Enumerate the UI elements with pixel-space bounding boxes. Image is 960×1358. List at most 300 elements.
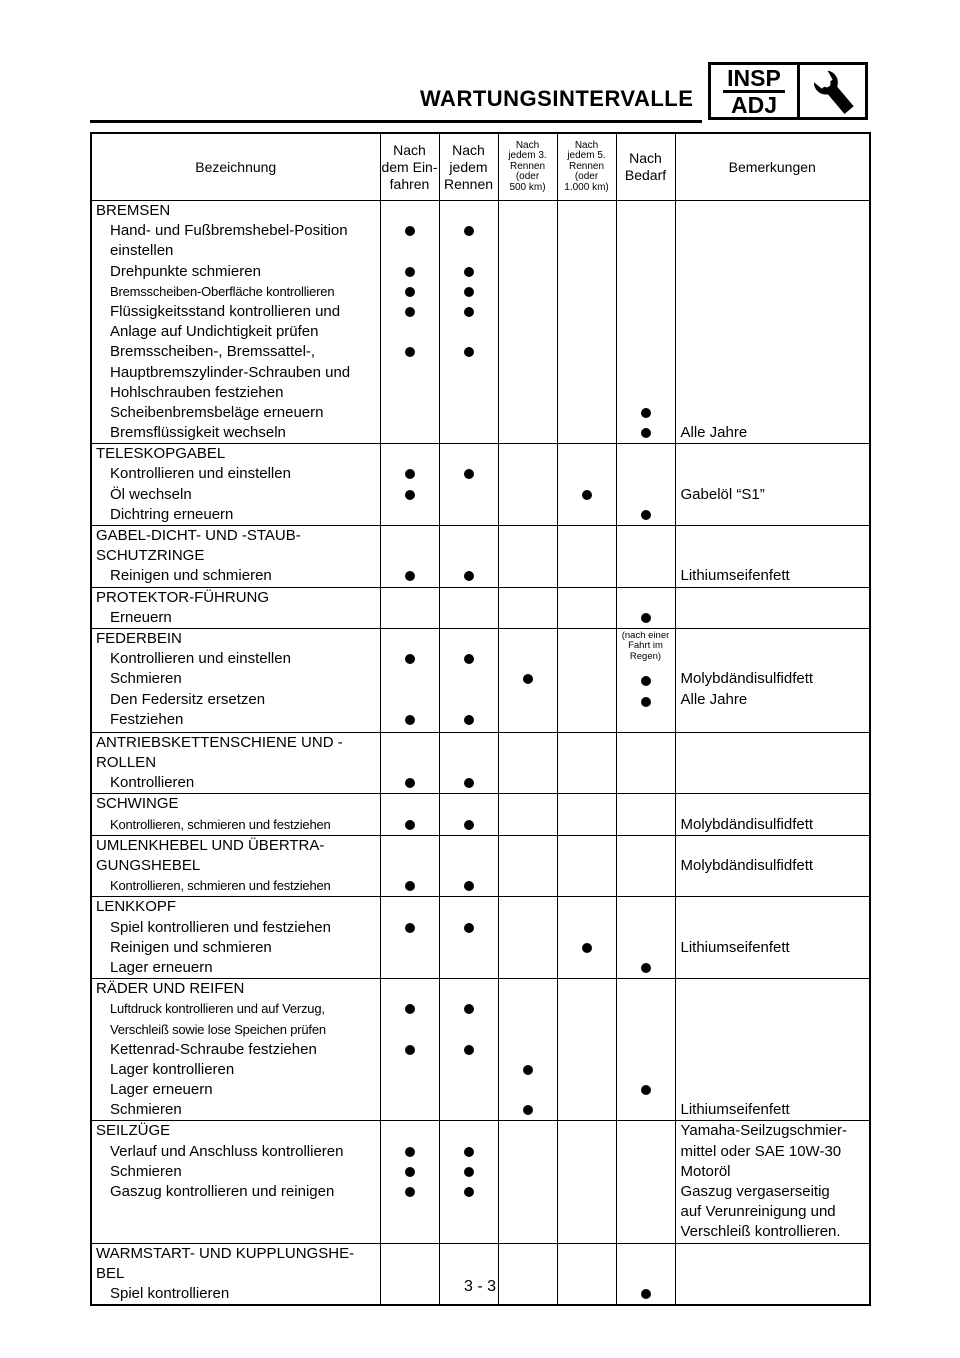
description-cell (91, 835, 380, 897)
remark-text (676, 999, 870, 1019)
mark-slot (440, 710, 498, 730)
interval-cell (380, 444, 439, 526)
header-line: Bedarf (624, 167, 667, 183)
remark-text: Lithiumseifenfett (680, 1101, 790, 1119)
mark-slot (381, 444, 439, 464)
mark-slot (617, 999, 675, 1019)
item-label: Spiel kontrollieren (110, 1284, 230, 1302)
mark-slot (499, 1142, 557, 1162)
mark-slot (381, 505, 439, 525)
bullet-mark (464, 1187, 474, 1197)
bullet-mark (405, 654, 415, 664)
mark-slot (499, 1222, 557, 1242)
category-label: RÄDER UND REIFEN (96, 980, 245, 998)
item-label: Lager erneuern (110, 958, 213, 976)
mark-slot (499, 815, 557, 835)
mark-slot (617, 262, 675, 282)
mark-slot (499, 979, 557, 999)
remark-text (676, 794, 870, 814)
interval-cell (439, 794, 498, 835)
mark-slot (558, 1162, 616, 1182)
remark-text: Yamaha-Seilzugschmier- (680, 1122, 847, 1140)
item-label: einstellen (110, 242, 174, 260)
item-label: Bremsscheiben-Oberfläche kontrollieren (110, 283, 335, 299)
header-line: jedem 5. (567, 150, 606, 162)
bullet-mark (405, 226, 415, 236)
mark-slot (440, 794, 498, 814)
mark-slot (381, 773, 439, 793)
remark-text (676, 979, 870, 999)
header-line: (oder (515, 171, 540, 183)
mark-slot (617, 403, 675, 423)
description-cell (91, 201, 380, 444)
item-label: Flüssigkeitsstand kontrollieren und (110, 302, 341, 320)
mark-slot (558, 566, 616, 586)
item-label: Reinigen und schmieren (110, 567, 272, 585)
item-label: Hauptbremszylinder-Schrauben und (110, 363, 351, 381)
mark-slot (558, 201, 616, 221)
interval-cell (557, 587, 616, 628)
mark-slot (381, 753, 439, 773)
description-cell (91, 979, 380, 1121)
mark-slot (381, 979, 439, 999)
bullet-mark (464, 1167, 474, 1177)
mark-slot (558, 608, 616, 628)
mark-slot (440, 1060, 498, 1080)
interval-note: (nach einer Fahrt im Regen) (621, 629, 670, 662)
mark-slot (499, 876, 557, 896)
mark-slot (558, 938, 616, 958)
remark-text (676, 876, 870, 896)
mark-slot (499, 1080, 557, 1100)
mark-slot (381, 1100, 439, 1120)
remark-text: Molybdändisulfidfett (680, 815, 814, 833)
table-row (91, 897, 870, 979)
mark-slot (558, 403, 616, 423)
remark-text (676, 444, 870, 464)
header-line: Nach (515, 139, 540, 151)
mark-slot (440, 773, 498, 793)
remark-text (676, 958, 870, 978)
mark-slot (440, 669, 498, 689)
remark-text (676, 1060, 870, 1080)
mark-slot (499, 262, 557, 282)
item-label: Schmieren (110, 670, 182, 688)
mark-slot (440, 1100, 498, 1120)
item-label: Schmieren (110, 1101, 182, 1119)
page-title: WARTUNGSINTERVALLE (420, 86, 694, 111)
mark-slot (381, 1202, 439, 1222)
mark-slot (499, 669, 557, 689)
header-line: Nach (574, 139, 599, 151)
table-row (91, 794, 870, 835)
mark-slot (558, 918, 616, 938)
mark-slot (381, 1040, 439, 1060)
bullet-mark (464, 778, 474, 788)
mark-slot (499, 588, 557, 608)
mark-slot (381, 815, 439, 835)
item-label: Kettenrad-Schraube festziehen (110, 1040, 317, 1058)
bullet-mark (523, 674, 533, 684)
mark-slot (381, 241, 439, 261)
mark-slot (381, 1121, 439, 1141)
mark-slot (617, 773, 675, 793)
remark-text (676, 918, 870, 938)
mark-slot (499, 505, 557, 525)
mark-slot (558, 221, 616, 241)
mark-slot (440, 897, 498, 917)
mark-slot (558, 649, 616, 669)
mark-slot (381, 282, 439, 302)
remark-text: Alle Jahre (680, 424, 748, 442)
bullet-mark (464, 267, 474, 277)
mark-slot (440, 423, 498, 443)
header-bemerkungen: Bemerkungen (675, 133, 870, 201)
remark-text: Verschleiß kontrollieren. (680, 1223, 841, 1241)
mark-slot (499, 322, 557, 342)
interval-cell (616, 628, 675, 732)
category-label: SEILZÜGE (96, 1122, 171, 1140)
mark-slot (617, 1182, 675, 1202)
badge-text (711, 65, 800, 117)
mark-slot (440, 629, 498, 649)
remark-text (676, 1080, 870, 1100)
mark-slot (499, 221, 557, 241)
mark-slot (617, 753, 675, 773)
mark-slot (381, 733, 439, 753)
mark-slot (381, 363, 439, 383)
mark-slot (617, 836, 675, 856)
page-number: 3 - 3 (463, 1278, 496, 1295)
remark-text (676, 282, 870, 302)
description-cell (91, 732, 380, 794)
header-line: jedem 3. (508, 150, 547, 162)
mark-slot (558, 464, 616, 484)
mark-slot (440, 1020, 498, 1040)
remark-text (676, 526, 870, 546)
title-underline (90, 120, 702, 123)
table-row (91, 979, 870, 1121)
mark-slot (617, 1222, 675, 1242)
mark-slot (499, 464, 557, 484)
mark-slot (558, 794, 616, 814)
mark-slot (558, 1080, 616, 1100)
interval-cell (439, 526, 498, 588)
mark-slot (381, 958, 439, 978)
mark-slot (381, 464, 439, 484)
remark-text (676, 546, 870, 566)
mark-slot (617, 546, 675, 566)
mark-slot (558, 423, 616, 443)
remark-text (676, 629, 870, 649)
remark-text (676, 262, 870, 282)
mark-slot (617, 876, 675, 896)
remarks-cell (675, 587, 870, 628)
mark-slot (440, 363, 498, 383)
interval-cell (616, 835, 675, 897)
mark-slot (499, 753, 557, 773)
bullet-mark (464, 307, 474, 317)
remark-text (676, 1020, 870, 1040)
header-col1 (380, 133, 439, 201)
table-row (91, 444, 870, 526)
badge-line-1: INSP (723, 66, 785, 93)
bullet-mark (405, 347, 415, 357)
interval-cell (439, 732, 498, 794)
interval-cell (498, 979, 557, 1121)
remark-text: Motoröl (680, 1162, 731, 1180)
mark-slot (499, 1100, 557, 1120)
bullet-mark (405, 1045, 415, 1055)
mark-slot (558, 262, 616, 282)
interval-cell (557, 979, 616, 1121)
mark-slot (558, 876, 616, 896)
header-col3 (498, 133, 557, 201)
interval-cell (498, 835, 557, 897)
header-line: fahren (389, 175, 430, 192)
mark-slot (558, 710, 616, 730)
mark-slot (499, 566, 557, 586)
category-label: GABEL-DICHT- UND -STAUB- (96, 527, 301, 544)
mark-slot (499, 608, 557, 628)
mark-slot (499, 629, 557, 649)
interval-cell (439, 897, 498, 979)
interval-cell (380, 979, 439, 1121)
interval-cell (616, 201, 675, 444)
mark-slot (440, 221, 498, 241)
mark-slot (440, 1202, 498, 1222)
mark-slot (440, 649, 498, 669)
mark-slot (617, 241, 675, 261)
mark-slot (440, 979, 498, 999)
mark-slot (558, 1060, 616, 1080)
table-row (91, 732, 870, 794)
mark-slot (617, 282, 675, 302)
mark-slot (499, 526, 557, 546)
mark-slot (558, 773, 616, 793)
category-label: BREMSEN (96, 202, 171, 219)
item-label: Hohlschrauben festziehen (110, 383, 284, 401)
bullet-mark (641, 408, 651, 418)
table-row (91, 1121, 870, 1243)
mark-slot (499, 302, 557, 322)
mark-slot (558, 302, 616, 322)
mark-slot (558, 815, 616, 835)
mark-slot (381, 566, 439, 586)
bullet-mark (405, 1167, 415, 1177)
interval-cell (498, 1121, 557, 1243)
bullet-mark (464, 1045, 474, 1055)
interval-cell (380, 732, 439, 794)
mark-slot (440, 876, 498, 896)
item-label: Öl wechseln (110, 485, 192, 503)
bullet-mark (464, 923, 474, 933)
mark-slot (440, 856, 498, 876)
remark-text (676, 1040, 870, 1060)
mark-slot (558, 546, 616, 566)
mark-slot (440, 999, 498, 1019)
mark-slot (617, 712, 675, 732)
mark-slot (617, 856, 675, 876)
bullet-mark (405, 715, 415, 725)
mark-slot (381, 1142, 439, 1162)
mark-slot (558, 999, 616, 1019)
bullet-mark (405, 1147, 415, 1157)
item-label: Verlauf und Anschluss kontrollieren (110, 1142, 344, 1160)
mark-slot (381, 342, 439, 362)
interval-cell (498, 201, 557, 444)
category-label: WARMSTART- UND KUPPLUNGSHE- (96, 1244, 355, 1262)
mark-slot (558, 383, 616, 403)
mark-slot (499, 1182, 557, 1202)
mark-slot (381, 608, 439, 628)
mark-slot (558, 836, 616, 856)
mark-slot (440, 262, 498, 282)
mark-slot (381, 201, 439, 221)
interval-cell (380, 897, 439, 979)
item-label: Kontrollieren und einstellen (110, 465, 291, 483)
mark-slot (381, 1080, 439, 1100)
remark-text: Lithiumseifenfett (680, 938, 790, 956)
mark-slot (381, 383, 439, 403)
mark-slot (440, 588, 498, 608)
category-label: FEDERBEIN (96, 629, 182, 647)
mark-slot (558, 1040, 616, 1060)
category-label: PROTEKTOR-FÜHRUNG (96, 588, 270, 606)
mark-slot (499, 342, 557, 362)
bullet-mark (464, 654, 474, 664)
table-header-row (91, 133, 870, 201)
bullet-mark (641, 963, 651, 973)
mark-slot (558, 629, 616, 649)
mark-slot (381, 836, 439, 856)
description-cell (91, 526, 380, 588)
interval-cell (616, 587, 675, 628)
remark-text (676, 221, 870, 241)
category-label: TELESKOPGABEL (96, 445, 226, 463)
mark-slot (558, 1222, 616, 1242)
remark-text (676, 773, 870, 793)
remarks-cell (675, 444, 870, 526)
mark-slot (499, 1202, 557, 1222)
mark-slot (381, 546, 439, 566)
mark-slot (499, 794, 557, 814)
interval-cell (557, 794, 616, 835)
item-label: Bremsscheiben-, Bremssattel-, (110, 343, 316, 361)
remark-text: Molybdändisulfidfett (680, 857, 814, 874)
mark-slot (617, 692, 675, 712)
remark-text (676, 302, 870, 322)
mark-slot (499, 201, 557, 221)
remark-text (676, 383, 870, 403)
mark-slot (558, 322, 616, 342)
mark-slot (440, 815, 498, 835)
mark-slot (499, 546, 557, 566)
mark-slot (381, 1020, 439, 1040)
mark-slot (440, 485, 498, 505)
mark-slot (440, 383, 498, 403)
interval-cell (380, 628, 439, 732)
bullet-mark (464, 347, 474, 357)
remark-text (676, 608, 870, 628)
interval-cell (380, 835, 439, 897)
mark-slot (558, 1121, 616, 1141)
mark-slot (499, 710, 557, 730)
interval-cell (616, 732, 675, 794)
header-line: Rennen (443, 175, 494, 192)
bullet-mark (405, 881, 415, 891)
bullet-mark (641, 676, 651, 686)
mark-slot (617, 201, 675, 221)
mark-slot (499, 690, 557, 710)
item-label: Gaszug kontrollieren und reinigen (110, 1183, 335, 1200)
mark-slot (381, 999, 439, 1019)
mark-slot (617, 423, 675, 443)
mark-slot (558, 505, 616, 525)
mark-slot (381, 1222, 439, 1242)
table-row (91, 526, 870, 588)
bullet-mark (641, 510, 651, 520)
mark-slot (558, 897, 616, 917)
mark-slot (381, 1060, 439, 1080)
header-line: Rennen (568, 160, 605, 172)
table-row (91, 587, 870, 628)
interval-cell (498, 897, 557, 979)
mark-slot (617, 733, 675, 753)
mark-slot (499, 733, 557, 753)
mark-slot (499, 773, 557, 793)
mark-slot (499, 958, 557, 978)
bullet-mark (523, 1065, 533, 1075)
category-label: ROLLEN (96, 754, 157, 772)
header-col4 (557, 133, 616, 201)
mark-slot (617, 815, 675, 835)
interval-cell (439, 628, 498, 732)
remark-text (676, 836, 870, 856)
interval-cell (439, 1121, 498, 1243)
bullet-mark (464, 287, 474, 297)
mark-slot (499, 423, 557, 443)
mark-slot (381, 629, 439, 649)
bullet-mark (464, 571, 474, 581)
bullet-mark (464, 881, 474, 891)
interval-cell (557, 835, 616, 897)
mark-slot (381, 938, 439, 958)
interval-cell (557, 526, 616, 588)
table-row (91, 201, 870, 444)
mark-slot (381, 221, 439, 241)
mark-slot (440, 1244, 498, 1264)
bullet-mark (405, 287, 415, 297)
mark-slot (381, 669, 439, 689)
mark-slot (381, 322, 439, 342)
bullet-mark (641, 613, 651, 623)
interval-cell (439, 979, 498, 1121)
item-label: Lager kontrollieren (110, 1060, 235, 1078)
remark-text: Lithiumseifenfett (680, 567, 790, 585)
mark-slot (617, 608, 675, 628)
remarks-cell (675, 628, 870, 732)
mark-slot (499, 918, 557, 938)
mark-slot (499, 938, 557, 958)
bullet-mark (523, 1105, 533, 1115)
header-line: Nach (452, 141, 485, 158)
table-row (91, 835, 870, 897)
item-label: Hand- und Fußbremshebel-Position (110, 222, 348, 240)
item-label: Lager erneuern (110, 1081, 213, 1099)
description-cell (91, 897, 380, 979)
mark-slot (617, 1100, 675, 1120)
